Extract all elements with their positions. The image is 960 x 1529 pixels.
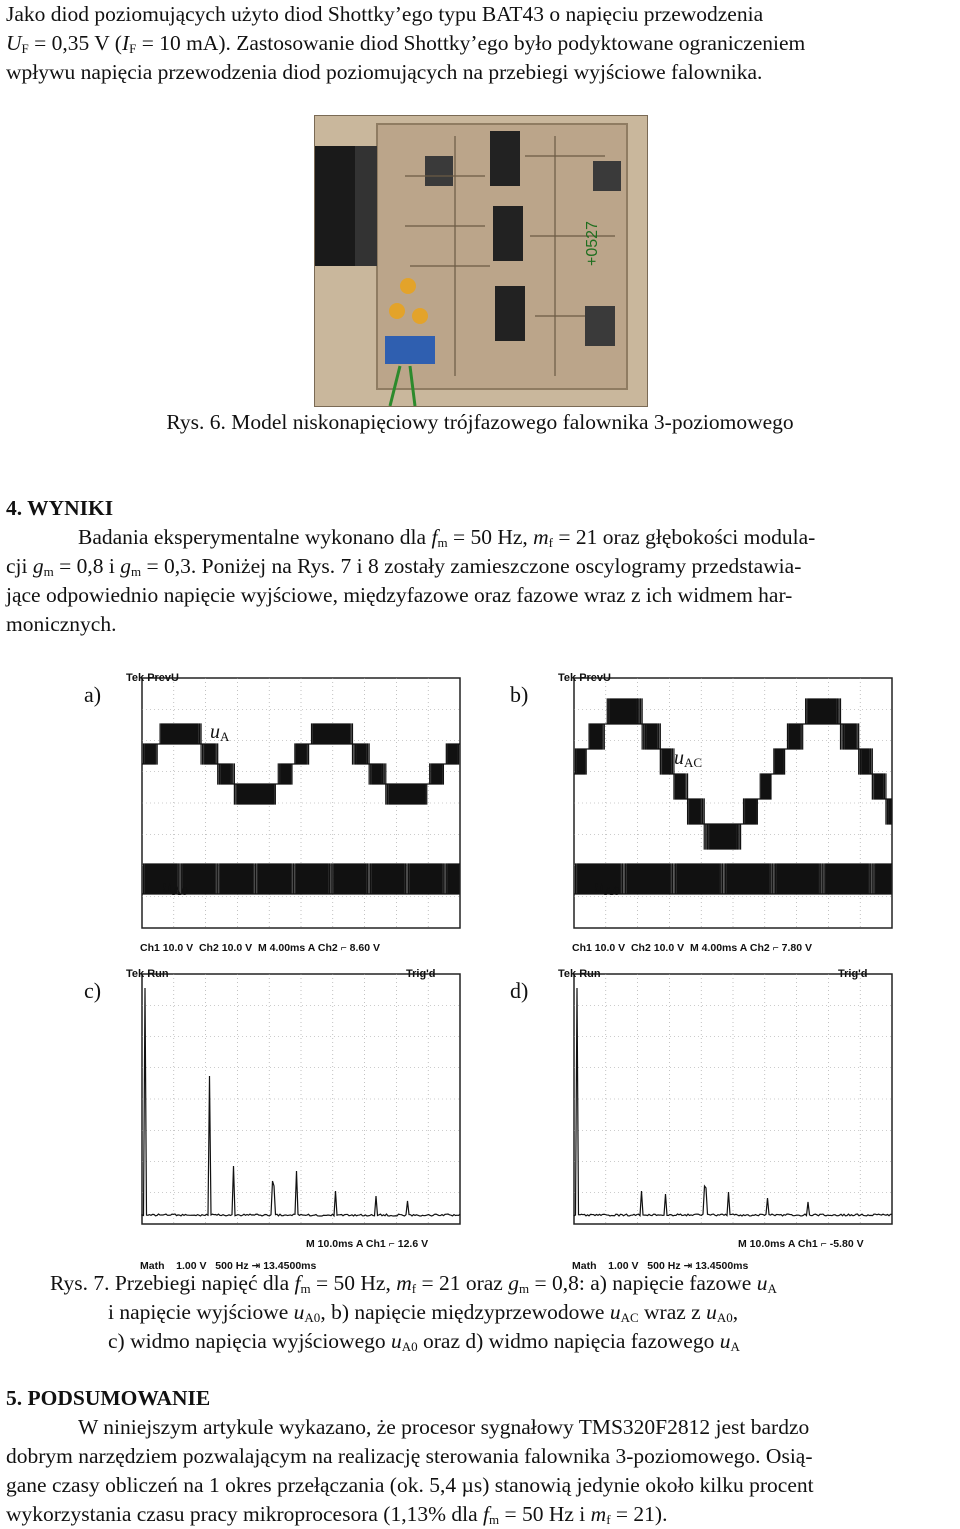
- spectrum-d: [558, 960, 894, 1270]
- intro-line-1: Jako diod poziomujących użyto diod Shottky’ego typu BAT43 o napięciu przewodzenia: [6, 2, 764, 26]
- scope-c-status: Tek Run: [126, 968, 169, 980]
- oscillogram-a: [126, 664, 462, 954]
- scope-b-signal-2-label: $u_{A0}$: [594, 875, 620, 898]
- scope-b-screen: [558, 664, 894, 950]
- pcb-photo: [314, 115, 648, 407]
- sec4-line-2: cji $g_m = 0,8$ i $g_m = 0,3$. Poniżej na Rys. 7 i 8 zostały zamieszczone oscylogramy przedstawia-: [6, 554, 802, 579]
- scope-d-readout-1: M 10.0ms A Ch1 ⌐ -5.80 V: [738, 1238, 864, 1250]
- scope-c-readout-1: M 10.0ms A Ch1 ⌐ 12.6 V: [306, 1238, 429, 1250]
- intro-paragraph: [6, 0, 954, 87]
- fig7-line-1: Rys. 7. Przebiegi napięć dla $f_m = 50$ Hz, $m_f = 21$ oraz $g_m = 0,8$: a) napięcie fazowe $u_A$: [50, 1271, 777, 1296]
- sec5-line-2: dobrym narzędziem pozwalającym na realizację sterowania falownika 3-poziomowego. Osią-: [6, 1444, 813, 1468]
- panel-b-label: b): [510, 682, 529, 707]
- scope-c-readout-2: Math 1.00 V 500 Hz ⇥ 13.4500ms: [140, 1260, 317, 1272]
- sec5-line-3: gane czasy obliczeń na 1 okres przełączania (ok. 5,4 µs) stanowią jedynie około kilku procent: [6, 1473, 814, 1497]
- scope-d-trig: Trig'd: [838, 968, 868, 980]
- scope-b-signal-1-label: $u_{AC}$: [674, 747, 703, 770]
- fig7-line-2: i napięcie wyjściowe $u_{A0}$, b) napięcie międzyprzewodowe $u_{AC}$ wraz z $u_{A0}$,: [108, 1300, 739, 1325]
- scope-b-readout: Ch1 10.0 V Ch2 10.0 V M 4.00ms A Ch2 ⌐ 7.80 V: [572, 942, 813, 954]
- scope-a-readout: Ch1 10.0 V Ch2 10.0 V M 4.00ms A Ch2 ⌐ 8.60 V: [140, 942, 381, 954]
- oscillogram-b: [558, 664, 894, 954]
- sec5-line-1: W niniejszym artykule wykazano, że procesor sygnałowy TMS320F2812 jest bardzo: [78, 1415, 810, 1439]
- sec5-line-4: wykorzystania czasu pracy mikroprocesora (1,13% dla $f_m = 50$ Hz i $m_f = 21$).: [6, 1502, 668, 1527]
- scope-c-trig: Trig'd: [406, 968, 436, 980]
- scope-d-readout-2: Math 1.00 V 500 Hz ⇥ 13.4500ms: [572, 1260, 749, 1272]
- scope-a-screen: [126, 664, 462, 950]
- svg-text:+0527: +0527: [584, 221, 601, 266]
- scope-a-status: Tek PrevU: [126, 672, 179, 684]
- intro-line-2: $U_F = 0,35$ V ($I_F = 10$ mA). Zastosowanie diod Shottky’ego było podyktowane ograniczeniem: [6, 31, 806, 56]
- scope-b-status: Tek PrevU: [558, 672, 611, 684]
- panel-d-label: d): [510, 978, 529, 1003]
- sec4-line-4: monicznych.: [6, 612, 117, 636]
- scope-d-screen: [558, 960, 894, 1246]
- scope-a-signal-2-label: $u_{A0}$: [162, 875, 188, 898]
- scope-c-screen: [126, 960, 462, 1246]
- spectrum-c: [126, 960, 462, 1270]
- scope-d-status: Tek Run: [558, 968, 601, 980]
- scope-a-signal-1-label: $u_A$: [210, 721, 230, 744]
- section-4-heading: 4. WYNIKI: [6, 496, 114, 520]
- section-5-paragraph: [6, 1413, 954, 1529]
- section-4-paragraph: [6, 523, 954, 639]
- panel-c-label: c): [84, 978, 102, 1003]
- fig7-line-3: c) widmo napięcia wyjściowego $u_{A0}$ oraz d) widmo napięcia fazowego $u_A$: [108, 1329, 740, 1354]
- intro-line-3: wpływu napięcia przewodzenia diod poziomujących na przebiegi wyjściowe falownika.: [6, 60, 763, 84]
- sec4-line-1: Badania eksperymentalne wykonano dla $f_m = 50$ Hz, $m_f = 21$ oraz głębokości modula-: [78, 525, 816, 550]
- panel-a-label: a): [84, 682, 102, 707]
- sec4-line-3: jące odpowiednio napięcie wyjściowe, międzyfazowe oraz fazowe wraz z ich widmem har-: [6, 583, 793, 607]
- fig7-caption: [50, 1269, 950, 1356]
- section-5-heading: 5. PODSUMOWANIE: [6, 1386, 211, 1410]
- fig6-caption: Rys. 6. Model niskonapięciowy trójfazowego falownika 3-poziomowego: [166, 410, 794, 434]
